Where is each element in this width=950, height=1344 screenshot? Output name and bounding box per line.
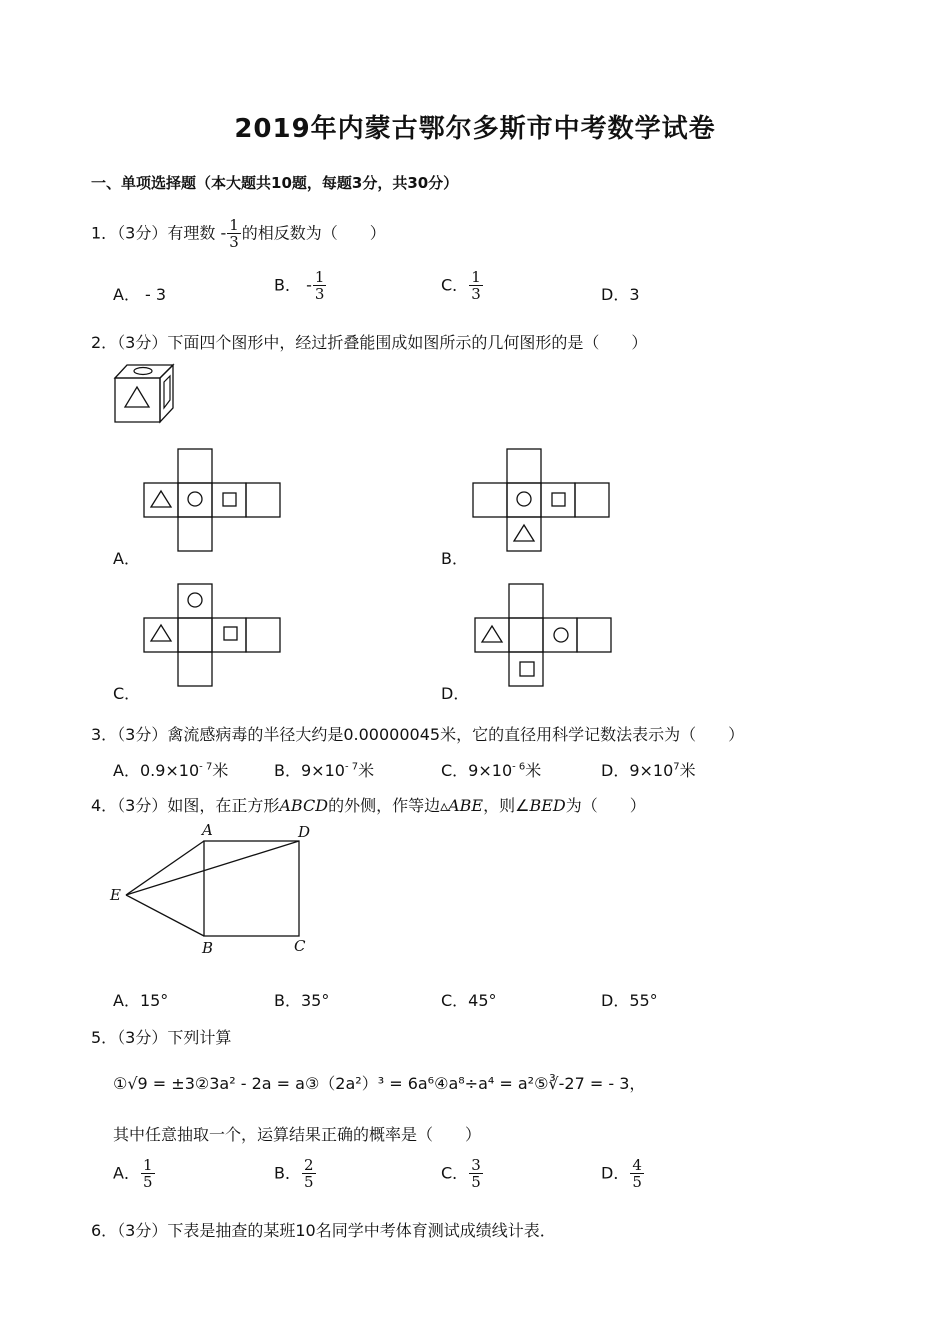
q4-option-d: D．55°	[601, 991, 658, 1010]
expr-1: ①√9 = ±3	[113, 1074, 195, 1093]
q5-option-c: C． $\frac{3}{5}$	[441, 1156, 481, 1191]
section-heading: 一、单项选择题（本大题共10题，每题3分，共30分）	[91, 174, 459, 192]
q1-option-d: D．3	[601, 285, 640, 304]
q5-option-a: A． $\frac{1}{5}$	[113, 1156, 153, 1191]
label-e: E	[110, 886, 121, 904]
expr-5: ⑤∛-27 = - 3，	[534, 1074, 646, 1093]
page-title: 2019年内蒙古鄂尔多斯市中考数学试卷	[234, 114, 716, 144]
question-5: 5．（3分）下列计算	[91, 1028, 232, 1047]
q5-option-d: D． $\frac{4}{5}$	[601, 1156, 642, 1191]
q3-option-b: B．$9\times 10^{- 7}$米	[274, 761, 375, 780]
expr-3: ③（2a²）³ = 6a⁶	[304, 1074, 435, 1093]
net-b	[469, 445, 615, 555]
q1-fraction: $\frac{1}{3}$	[229, 216, 239, 251]
net-c	[140, 580, 286, 690]
expr-4: ④a⁸÷a⁴ = a²	[434, 1074, 535, 1093]
question-2: 2．（3分）下面四个图形中，经过折叠能围成如图所示的几何图形的是（ ）	[91, 333, 648, 352]
q4-option-c: C．45°	[441, 991, 497, 1010]
square-triangle-diagram	[108, 820, 328, 960]
net-a	[140, 445, 286, 555]
q2-option-d: D．	[441, 684, 470, 703]
cube-figure	[110, 360, 180, 428]
label-d: D	[298, 823, 311, 841]
net-d	[471, 580, 617, 690]
question-1	[91, 218, 386, 250]
label-b: B	[202, 939, 214, 957]
q3-option-a: A．$0.9\times 10^{- 7}$米	[113, 761, 229, 780]
q1-stem-prefix: 1．（3分）有理数 -	[91, 223, 227, 243]
q3-option-c: C．$9\times 10^{- 6}$米	[441, 761, 542, 780]
q1-option-b: B． - $\frac{1}{3}$	[274, 268, 325, 303]
q2-option-b: B．	[441, 549, 468, 568]
q5-expressions	[113, 1071, 645, 1094]
q5-line-2: 其中任意抽取一个，运算结果正确的概率是（ ）	[113, 1125, 482, 1144]
q5-option-b: B． $\frac{2}{5}$	[274, 1156, 314, 1191]
expr-2: ②3a² - 2a = a	[194, 1074, 305, 1093]
question-6: 6．（3分）下表是抽查的某班10名同学中考体育测试成绩线计表．	[91, 1221, 556, 1240]
q1-option-c: C． $\frac{1}{3}$	[441, 268, 481, 303]
q2-option-c: C．	[113, 684, 141, 703]
q2-option-a: A．	[113, 549, 140, 568]
q4-option-b: B．35°	[274, 991, 330, 1010]
question-4: 4．（3分）如图，在正方形ABCD的外侧，作等边▵ABE，则∠BED为（ ）	[91, 796, 646, 815]
q4-option-a: A．15°	[113, 991, 169, 1010]
q1-stem-suffix: 的相反数为（ ）	[241, 223, 386, 243]
q1-option-a: A． - 3	[113, 285, 167, 304]
question-3: 3．（3分）禽流感病毒的半径大约是0.00000045米，它的直径用科学记数法表示为（ ）	[91, 725, 745, 744]
q3-option-d: D．$9\times 10^7$米	[601, 761, 696, 780]
label-a: A	[202, 821, 213, 839]
label-c: C	[294, 937, 306, 955]
